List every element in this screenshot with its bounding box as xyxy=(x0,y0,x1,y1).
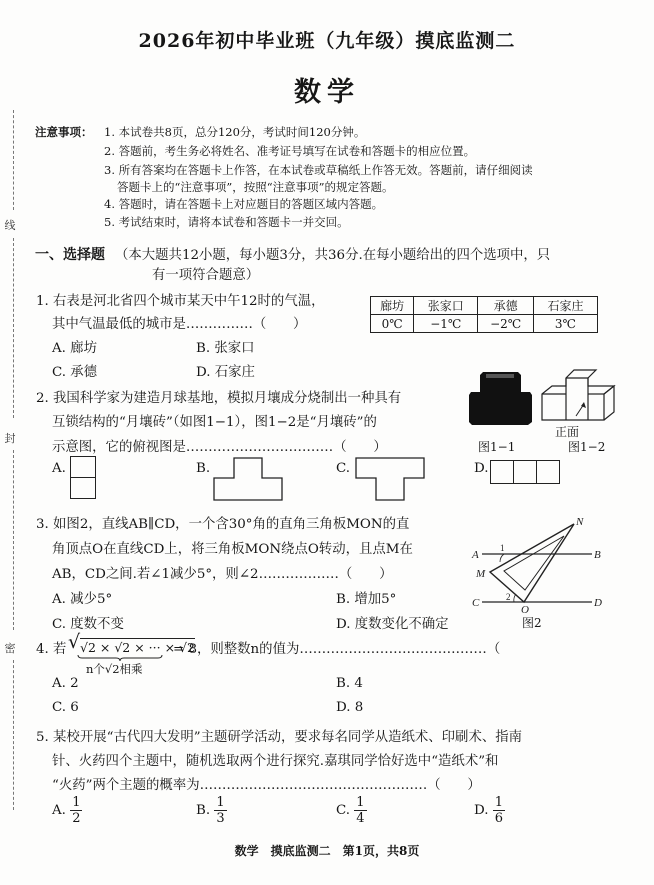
q2-option-c[interactable]: C. xyxy=(336,461,351,476)
notes-label: 注意事项： xyxy=(35,125,93,139)
table-temp: 0℃ xyxy=(371,315,414,333)
q5-stem: 5. 某校开展“古代四大发明”主题研学活动，要求每名同学从造纸术、印刷术、指南 xyxy=(36,730,523,745)
q3-stem: 角顶点O在直线CD上，将三角板MON绕点O转动，且点M在 xyxy=(52,542,413,557)
view-cell xyxy=(70,477,96,499)
option-label: B. xyxy=(196,803,211,818)
q3-figure xyxy=(470,514,610,614)
table-city: 石家庄 xyxy=(533,297,597,315)
table-city: 张家口 xyxy=(414,297,478,315)
note-item: 2. 答题前，考生务必将姓名、准考证号填写在试卷和答题卡的相应位置。 xyxy=(104,144,476,158)
binding-line xyxy=(13,450,14,630)
note-item: 3. 所有答案均在答题卡上作答，在本试卷或草稿纸上作答无效。答题前，请仔细阅读 xyxy=(104,163,533,177)
denominator: 2 xyxy=(72,811,81,826)
binding-line xyxy=(13,110,14,210)
point-label: B xyxy=(594,549,601,561)
binding-mark-mi: 密 xyxy=(4,642,16,655)
table-city: 承德 xyxy=(478,297,534,315)
option-label: D. xyxy=(474,803,489,818)
table-city: 廊坊 xyxy=(371,297,414,315)
q3-option-b[interactable]: B. 增加5° xyxy=(336,592,397,607)
q3-stem: 3. 如图2，直线AB∥CD，一个含30°角的直角三角板MON的直 xyxy=(36,517,410,532)
numerator: 1 xyxy=(356,795,365,810)
fraction xyxy=(493,796,505,825)
q3-fig-caption: 图2 xyxy=(522,616,542,630)
q2-stem: 2. 我国科学家为建造月球基地，模拟月壤成分烧制出一种具有 xyxy=(36,391,402,406)
q4-option-b[interactable]: B. 4 xyxy=(336,676,363,691)
numerator: 1 xyxy=(494,795,504,810)
q1-stem: 其中气温最低的城市是……………（ ） xyxy=(52,317,307,332)
point-label: D xyxy=(594,597,602,609)
view-cell xyxy=(513,460,537,484)
q1-option-a[interactable]: A. 廊坊 xyxy=(52,341,97,356)
section-desc: 有一项符合题意） xyxy=(152,268,260,283)
numerator: 1 xyxy=(216,795,225,810)
note-item: 5. 考试结束时，请将本试卷和答题卡一并交回。 xyxy=(104,215,349,229)
note-item: 4. 答题时，请在答题卡上对应题目的答题区域内答题。 xyxy=(104,197,384,211)
q5-stem: 针、火药四个主题中，随机选取两个进行探究.嘉琪同学恰好选中“造纸术”和 xyxy=(52,754,499,769)
point-label: O xyxy=(521,604,529,614)
view-cell xyxy=(70,456,96,478)
q2-option-d[interactable]: D. xyxy=(474,461,489,476)
binding-line xyxy=(13,660,14,810)
q2-option-c-view xyxy=(354,456,426,502)
fraction xyxy=(214,796,226,825)
denominator: 3 xyxy=(216,811,225,826)
q4-underbrace-label: n个√2相乘 xyxy=(86,662,143,676)
q4-radicand: √2 × √2 × ··· × √2 xyxy=(80,640,195,655)
q5-option-c[interactable] xyxy=(336,796,367,825)
section-heading: 一、选择题 xyxy=(35,247,105,263)
q5-option-a[interactable] xyxy=(52,796,82,825)
q2-fig1-caption: 图1−1 xyxy=(478,440,516,454)
point-label: N xyxy=(576,516,584,528)
subject-title: 数学 xyxy=(294,77,360,108)
q4-option-a[interactable]: A. 2 xyxy=(52,676,79,691)
q2-stem: 互锁结构的“月壤砖”（如图1−1），图1−2是“月壤砖”的 xyxy=(52,415,377,430)
q3-option-a[interactable]: A. 减少5° xyxy=(52,592,113,607)
q1-temperature-table xyxy=(370,296,598,333)
exam-title: 2026年初中毕业班（九年级）摸底监测二 xyxy=(138,30,516,52)
binding-mark-xian: 线 xyxy=(4,219,16,232)
option-label: C. xyxy=(336,803,351,818)
view-cell xyxy=(536,460,560,484)
q3-option-c[interactable]: C. 度数不变 xyxy=(52,617,124,632)
q2-fig-brick-diagram xyxy=(540,366,626,432)
q1-stem: 1. 右表是河北省四个城市某天中午12时的气温， xyxy=(36,294,325,309)
point-label: C xyxy=(472,597,480,609)
q4-option-d[interactable]: D. 8 xyxy=(336,700,364,715)
q3-stem: AB，CD之间.若∠1减少5°，则∠2………………（ ） xyxy=(52,567,393,582)
q4-prefix: 4. 若 xyxy=(36,642,67,657)
binding-line xyxy=(13,238,14,418)
q5-option-d[interactable] xyxy=(474,796,505,825)
q5-stem: “火药”两个主题的概率为……………………………………………（ ） xyxy=(52,778,481,793)
q1-option-d[interactable]: D. 石家庄 xyxy=(196,365,255,380)
q2-stem: 示意图，它的俯视图是……………………………（ ） xyxy=(52,440,387,455)
q1-option-c[interactable]: C. 承德 xyxy=(52,365,98,380)
angle-label: 1 xyxy=(500,543,505,553)
q1-option-b[interactable]: B. 张家口 xyxy=(196,341,255,356)
denominator: 6 xyxy=(494,811,504,826)
q3-option-d[interactable]: D. 度数变化不确定 xyxy=(336,617,449,632)
page-footer: 数学 摸底监测二 第1页，共8页 xyxy=(234,844,420,858)
binding-mark-feng: 封 xyxy=(4,432,16,445)
q2-fig-moon-brick xyxy=(466,370,536,428)
q4-option-c[interactable]: C. 6 xyxy=(52,700,79,715)
note-item: 1. 本试卷共8页，总分120分，考试时间120分钟。 xyxy=(104,125,366,139)
root-sign-icon: √ xyxy=(68,631,81,653)
view-cell xyxy=(490,460,514,484)
denominator: 4 xyxy=(356,811,365,826)
fraction xyxy=(354,796,366,825)
q5-option-b[interactable] xyxy=(196,796,227,825)
note-item: 答题卡上的“注意事项”，按照“注意事项”的规定答题。 xyxy=(117,180,394,194)
table-temp: −1℃ xyxy=(414,315,478,333)
q2-option-a[interactable]: A. xyxy=(52,461,66,476)
option-label: A. xyxy=(52,803,66,818)
q2-front-label: 正面 xyxy=(555,425,580,439)
q2-option-b-view xyxy=(212,456,284,502)
angle-label: 2 xyxy=(506,592,511,602)
q4-stem: = 8，则整数n的值为……………………………………（ xyxy=(173,642,501,657)
q2-fig2-caption: 图1−2 xyxy=(568,440,606,454)
point-label: A xyxy=(472,549,479,561)
table-temp: −2℃ xyxy=(478,315,534,333)
numerator: 1 xyxy=(72,795,81,810)
section-desc: （本大题共12小题，每小题3分，共36分.在每小题给出的四个选项中，只 xyxy=(115,248,551,263)
point-label: M xyxy=(476,568,486,580)
fraction xyxy=(70,796,82,825)
q2-option-b[interactable]: B. xyxy=(196,461,211,476)
table-temp: 3℃ xyxy=(533,315,597,333)
